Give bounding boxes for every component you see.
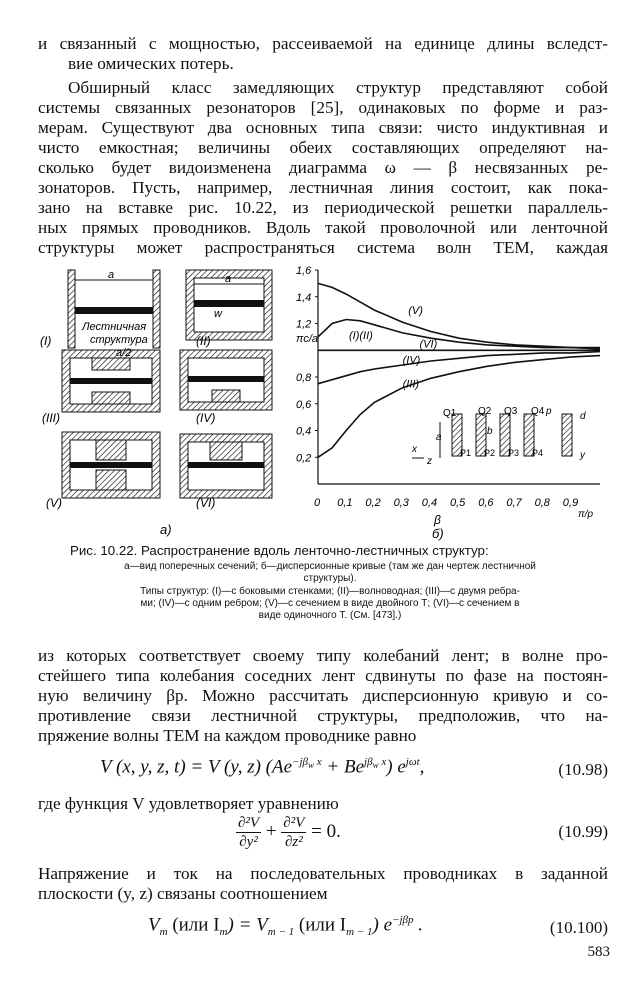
text-line: чисто емкостная; величины обеих составляющих определяют на- — [38, 138, 608, 157]
x-tick-label: 0,7 — [506, 497, 522, 509]
figure-caption-line: а—вид поперечных сечений; б—дисперсионные кривые (там же дан чертеж лестничной — [124, 561, 536, 572]
panel-b-label: б) — [432, 526, 444, 541]
x-tick-label: 0,5 — [450, 497, 466, 509]
text-line: зонаторов. Пусть, например, лестничная линия состоит, как пока- — [38, 178, 608, 197]
structure-label: (III) — [42, 411, 60, 425]
x-tick-label: 0 — [314, 497, 321, 509]
y-tick-label: 0,8 — [296, 372, 312, 384]
equation-10-99: $\frac{\text{∂²V}}{\text{∂y²}}$ + $\frac{\text{∂²V}}{\text{∂z²}}$ = 0. — [238, 815, 341, 850]
svg-text:P1: P1 — [460, 448, 472, 458]
series-label: (IV) — [402, 354, 421, 367]
series-label: (V) — [408, 304, 423, 317]
text-line: структуры может распространяться система волн ТЕМ, каждая — [38, 238, 608, 257]
x-axis-label: β — [434, 513, 441, 527]
structure-label: (IV) — [196, 411, 216, 425]
series-label: (III) — [402, 378, 420, 391]
y-tick-label: 0,2 — [296, 452, 312, 465]
text-line: мерам. Существуют два основных типа связи: чисто индуктивная и — [38, 118, 608, 137]
figure-caption-line: Типы структур: (I)—с боковыми стенками; (II)—волноводная; (III)—с двумя ребра- — [140, 586, 520, 597]
text-line: системы связанных резонаторов [25], одинаковых по форме и раз- — [38, 98, 608, 117]
text-line: противление связи лестничной структуры, предположив, что на- — [38, 706, 608, 725]
figure-caption-line: ми; (IV)—с одним ребром; (V)—с сечением в виде двойного Т; (VI)—с сечением в — [140, 598, 520, 609]
dispersion-chart — [296, 265, 600, 541]
structure-IV — [180, 350, 272, 425]
svg-text:x: x — [412, 444, 417, 455]
structure-VI — [180, 434, 272, 510]
y-tick-label: 1,6 — [296, 265, 312, 277]
svg-text:Q2: Q2 — [478, 406, 492, 417]
text-line: ную величину βp. Можно рассчитать дисперсионную кривую и со- — [38, 686, 608, 705]
series-label: (VI) — [419, 338, 438, 351]
y-tick-label: 1,4 — [296, 291, 312, 304]
figure-10-22 — [0, 262, 644, 542]
svg-text:a/2: a/2 — [116, 347, 132, 359]
text-line: Обширный класс замедляющих структур представляют собой — [68, 78, 608, 97]
structure-V — [46, 432, 160, 510]
text-line: где функция V удовлетворяет уравнению — [38, 794, 339, 813]
x-axis-unit: π/p — [578, 509, 594, 520]
svg-text:Q4: Q4 — [531, 406, 545, 417]
series-label: (I)(II) — [349, 330, 373, 343]
series-line — [318, 352, 600, 384]
svg-text:a: a — [436, 432, 442, 443]
x-tick-label: 0,8 — [534, 497, 550, 509]
figure-caption-line: виде одиночного Т. (См. [473].) — [258, 610, 402, 621]
svg-text:Q3: Q3 — [504, 406, 518, 417]
structure-label: (V) — [46, 496, 62, 510]
y-tick-label: 1,2 — [296, 318, 312, 331]
structure-II — [186, 270, 272, 348]
x-tick-label: 0,4 — [421, 497, 438, 509]
structure-I — [40, 269, 160, 348]
x-tick-label: 0,9 — [562, 497, 579, 509]
text-line: и связанный с мощностью, рассеиваемой на единице длины вследст- — [38, 34, 608, 53]
text-line: ных прямых проводников. Вдоль такой проволочной или ленточной — [38, 218, 608, 237]
y-tick-label: 0,4 — [296, 425, 312, 438]
x-tick-label: 0,1 — [337, 497, 353, 509]
y-tick-label: 0,6 — [296, 398, 312, 411]
figure-caption-title: Рис. 10.22. Распространение вдоль ленточно-лестничных структур: — [70, 543, 489, 558]
text-line: вие омических потерь. — [68, 54, 234, 73]
equation-number: (10.100) — [549, 918, 608, 937]
panel-a-label: а) — [160, 522, 172, 537]
structure-III — [42, 347, 160, 425]
structure-label: (VI) — [196, 496, 216, 510]
x-tick-label: 0,3 — [393, 497, 409, 509]
svg-text:b: b — [487, 426, 493, 437]
y-axis-label: πc/a — [296, 333, 319, 345]
text-line: стейшего типа колебания соседних лент сдвинуты по фазе на постоян- — [38, 666, 608, 685]
equation-number: (10.99) — [558, 822, 608, 841]
svg-text:Q1: Q1 — [443, 408, 457, 419]
text-line: из которых соответствует своему типу колебаний лент; в волне про- — [38, 646, 608, 665]
ladder-inset — [411, 406, 594, 468]
text-line: Напряжение и ток на последовательных проводниках в заданной — [38, 864, 608, 883]
x-tick-label: 0,2 — [365, 497, 381, 509]
figure-caption-line: структуры). — [303, 573, 357, 584]
text-line: плоскости (y, z) связаны соотношением — [38, 884, 328, 903]
ladder-label: структура — [90, 334, 148, 346]
svg-text:P3: P3 — [508, 448, 520, 458]
equation-10-98: V (x, y, z, t) = V (y, z) $(Ae^{-j\beta_w x} + Be^{j\beta_w x})$ $e^{j\omega t}$, — [100, 756, 425, 778]
svg-text:z: z — [427, 456, 432, 467]
text-line: пряжение волны ТЕМ на каждом проводнике равно — [38, 726, 417, 745]
svg-text:P4: P4 — [532, 448, 544, 458]
structure-label: (II) — [196, 334, 211, 348]
equation-10-100: $V_m$ (или $I_m) = V_{m - 1}$ (или $I_{m - 1}$) $e^{-j\beta p}$ . — [148, 914, 423, 939]
structure-label: (I) — [40, 334, 52, 348]
svg-text:P2: P2 — [484, 448, 496, 458]
x-tick-label: 0,6 — [478, 497, 494, 509]
text-line: зано на вставке рис. 10.22, из периодической решетки параллель- — [38, 198, 608, 217]
svg-text:p: p — [546, 406, 552, 417]
svg-text:d: d — [580, 411, 586, 422]
ladder-label: Лестничная — [82, 321, 147, 333]
equation-number: (10.98) — [558, 760, 608, 779]
dim-a-label: a — [108, 269, 115, 281]
svg-text:a: a — [225, 273, 232, 285]
text-line: сколько будет видоизменена диаграмма ω — β несвязанных ре- — [38, 158, 608, 177]
svg-text:y: y — [580, 450, 585, 461]
page-number: 583 — [587, 944, 610, 960]
svg-text:w: w — [214, 308, 222, 320]
